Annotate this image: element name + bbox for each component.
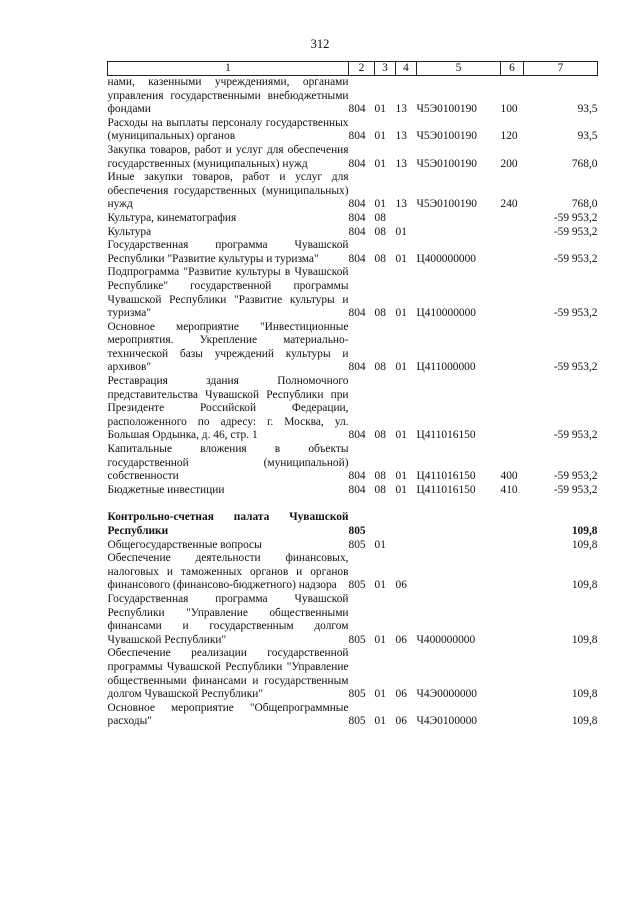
ministry-code: 804: [348, 429, 366, 442]
table-row: [108, 144, 598, 171]
subsection-code: 01: [395, 483, 407, 496]
item-name: Основное мероприятие "Инвестиционные мероприятия. Укрепление материально-технической базы учреждений культуры и архивов": [107, 320, 349, 374]
target-article-code: Ч400000000: [416, 633, 476, 646]
subsection-code: 06: [395, 715, 407, 728]
ministry-code: 805: [348, 538, 366, 551]
column-header: 1: [108, 62, 349, 76]
item-name: Реставрация здания Полномочного представительства Чувашской Республики при Президенте Российской Федерации, расположенного по адресу: г. Москва, ул. Большая Ордынка, д. 46, стр. 1: [107, 375, 349, 442]
ministry-code: 804: [348, 198, 366, 211]
target-article-code: Ч4Э0000000: [416, 688, 477, 701]
table-row: [108, 443, 598, 484]
target-article-code: Ц411016150: [416, 483, 476, 496]
section-code: 01: [374, 157, 386, 170]
table-row: [108, 266, 598, 320]
expense-type-code: 120: [500, 130, 518, 143]
item-name: Бюджетные инвестиции: [107, 483, 225, 496]
target-article-code: Ч5Э0100190: [416, 198, 477, 211]
amount: 109,8: [571, 633, 598, 646]
expense-type-code: 200: [500, 157, 518, 170]
subsection-code: 01: [395, 252, 407, 265]
table-body: [108, 76, 598, 729]
amount: 768,0: [571, 157, 598, 170]
subsection-code: 01: [395, 361, 407, 374]
subsection-code: 06: [395, 633, 407, 646]
expense-type-code: 100: [500, 103, 518, 116]
expense-type-code: [501, 593, 524, 647]
section-code: 08: [374, 307, 386, 320]
column-header: 7: [524, 62, 598, 76]
section-code: 08: [374, 470, 386, 483]
expense-type-code: 410: [500, 483, 518, 496]
section-code: [375, 511, 396, 538]
table-row: [108, 375, 598, 443]
spacer-cell: [108, 497, 598, 511]
expense-type-code: [501, 239, 524, 266]
column-header: 5: [417, 62, 501, 76]
expense-type-code: [501, 511, 524, 538]
amount: 109,8: [571, 688, 598, 701]
table-row: [108, 117, 598, 144]
amount: -59 953,2: [553, 470, 598, 483]
table-row: [108, 539, 598, 553]
target-article-code: Ч4Э0100000: [416, 715, 477, 728]
page-number: 312: [310, 37, 330, 51]
subsection-code: 01: [395, 470, 407, 483]
table-header-row: [108, 62, 598, 76]
item-name: Подпрограмма "Развитие культуры в Чувашской Республике" государственной программы Чувашской Республики "Развитие культуры и туризма": [107, 266, 349, 320]
amount: -59 953,2: [553, 211, 598, 224]
subsection-code: [396, 212, 417, 226]
item-name: Культура, кинематография: [107, 211, 237, 224]
section-code: 08: [374, 483, 386, 496]
item-name: Контрольно-счетная палата Чувашской Республики: [107, 511, 349, 537]
target-article-code: Ч5Э0100190: [416, 130, 477, 143]
section-code: 01: [374, 103, 386, 116]
subsection-code: [396, 511, 417, 538]
target-article-code: [417, 539, 501, 553]
amount: 109,8: [571, 715, 598, 728]
item-name: Основное мероприятие "Общепрограммные расходы": [107, 701, 349, 728]
subsection-code: 13: [395, 103, 407, 116]
target-article-code: [417, 552, 501, 593]
subsection-code: 06: [395, 579, 407, 592]
subsection-code: 13: [395, 198, 407, 211]
subsection-code: 13: [395, 130, 407, 143]
item-name: Обеспечение реализации государственной программы Чувашской Республики "Управление общественными финансами и государственным долгом Чувашской Республики": [107, 647, 349, 701]
section-code: 08: [374, 252, 386, 265]
amount: 109,8: [571, 538, 598, 551]
section-code: 01: [374, 130, 386, 143]
amount: -59 953,2: [553, 361, 598, 374]
table-row: [108, 702, 598, 729]
target-article-code: Ц411016150: [416, 470, 476, 483]
target-article-code: Ц411016150: [416, 429, 476, 442]
target-article-code: Ц410000000: [416, 307, 476, 320]
item-name: Капитальные вложения в объекты государственной (муниципальной) собственности: [107, 443, 349, 483]
ministry-code: 805: [348, 688, 366, 701]
section-code: 08: [374, 225, 386, 238]
ministry-code: 804: [348, 361, 366, 374]
table-row: [108, 76, 598, 117]
spacer-row: [108, 497, 598, 511]
amount: 93,5: [577, 103, 598, 116]
amount: -59 953,2: [553, 252, 598, 265]
ministry-code: 804: [348, 225, 366, 238]
table-row: [108, 552, 598, 593]
section-code: 01: [374, 688, 386, 701]
item-name: Государственная программа Чувашской Республики "Управление общественными финансами и государственным долгом Чувашской Республики": [107, 592, 349, 646]
section-code: 01: [374, 579, 386, 592]
table-row: [108, 321, 598, 375]
amount: -59 953,2: [553, 225, 598, 238]
section-code: 01: [374, 198, 386, 211]
target-article-code: Ц411000000: [416, 361, 476, 374]
target-article-code: Ч5Э0100190: [416, 157, 477, 170]
item-name: нами, казенными учреждениями, органами управления государственными внебюджетными фондами: [107, 76, 349, 116]
column-header: 3: [375, 62, 396, 76]
ministry-code: 804: [348, 307, 366, 320]
item-name: Иные закупки товаров, работ и услуг для обеспечения государственных (муниципальных) нужд: [107, 171, 349, 211]
column-header: 2: [349, 62, 375, 76]
table-row: [108, 593, 598, 647]
expense-type-code: [501, 321, 524, 375]
amount: 109,8: [571, 579, 598, 592]
ministry-code: 804: [348, 470, 366, 483]
expense-type-code: [501, 539, 524, 553]
budget-table: [107, 61, 598, 729]
target-article-code: [417, 212, 501, 226]
amount: 768,0: [571, 198, 598, 211]
section-code: 08: [374, 429, 386, 442]
item-name: Расходы на выплаты персоналу государственных (муниципальных) органов: [107, 116, 349, 143]
subsection-code: 01: [395, 429, 407, 442]
item-name: Обеспечение деятельности финансовых, налоговых и таможенных органов и органов финансового (финансово-бюджетного) надзора: [107, 552, 349, 592]
table-row: [108, 212, 598, 226]
table-row: [108, 239, 598, 266]
item-name: Государственная программа Чувашской Республики "Развитие культуры и туризма": [107, 239, 349, 265]
item-name: Общегосударственные вопросы: [107, 538, 262, 551]
subsection-code: 01: [395, 307, 407, 320]
expense-type-code: [501, 212, 524, 226]
expense-type-code: [501, 702, 524, 729]
subsection-code: 06: [395, 688, 407, 701]
item-name: Культура: [107, 225, 152, 238]
ministry-code: 804: [348, 103, 366, 116]
item-name: Закупка товаров, работ и услуг для обеспечения государственных (муниципальных) нужд: [107, 143, 349, 170]
table-row: [108, 171, 598, 212]
column-header: 4: [396, 62, 417, 76]
amount: 109,8: [571, 525, 598, 537]
table-row: [108, 484, 598, 498]
ministry-code: 804: [348, 157, 366, 170]
subsection-code: 01: [395, 225, 407, 238]
expense-type-code: [501, 226, 524, 240]
table-row: [108, 226, 598, 240]
ministry-code: 804: [348, 252, 366, 265]
target-article-code: [417, 511, 501, 538]
ministry-code: 805: [348, 633, 366, 646]
table-row: [108, 647, 598, 701]
target-article-code: [417, 226, 501, 240]
amount: 93,5: [577, 130, 598, 143]
ministry-code: 805: [348, 715, 366, 728]
subsection-code: [396, 539, 417, 553]
expense-type-code: [501, 266, 524, 320]
expense-type-code: [501, 375, 524, 443]
ministry-code: 804: [348, 211, 366, 224]
ministry-code: 804: [348, 130, 366, 143]
subsection-code: 13: [395, 157, 407, 170]
table-row: [108, 511, 598, 538]
ministry-code: 804: [348, 483, 366, 496]
section-code: 01: [374, 538, 386, 551]
target-article-code: Ч5Э0100190: [416, 103, 477, 116]
target-article-code: Ц400000000: [416, 252, 476, 265]
section-code: 01: [374, 633, 386, 646]
expense-type-code: 400: [500, 470, 518, 483]
section-code: 08: [374, 211, 386, 224]
expense-type-code: [501, 647, 524, 701]
amount: -59 953,2: [553, 307, 598, 320]
amount: -59 953,2: [553, 483, 598, 496]
ministry-code: 805: [348, 579, 366, 592]
column-header: 6: [501, 62, 524, 76]
section-code: 01: [374, 715, 386, 728]
section-code: 08: [374, 361, 386, 374]
amount: -59 953,2: [553, 429, 598, 442]
expense-type-code: 240: [500, 198, 518, 211]
expense-type-code: [501, 552, 524, 593]
ministry-code: 805: [348, 525, 366, 537]
